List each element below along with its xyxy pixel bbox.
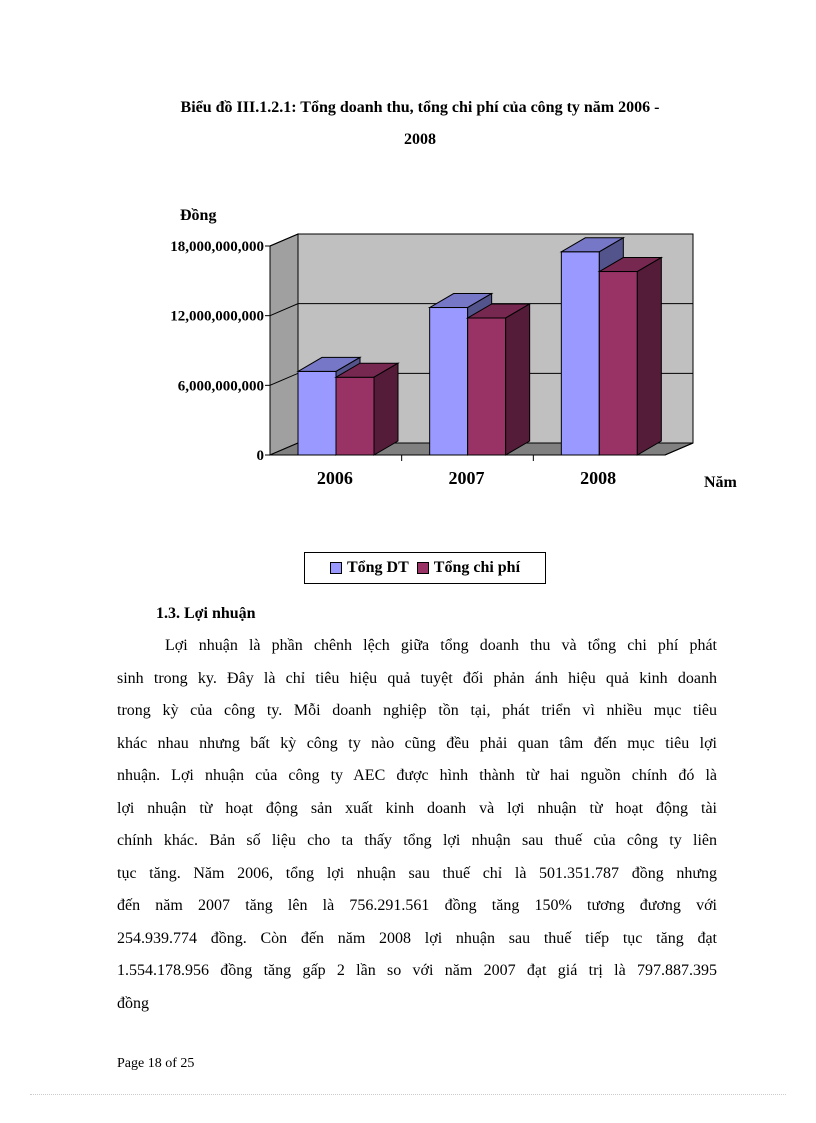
bar-side-cost-2006 bbox=[374, 363, 398, 455]
legend-label-revenue: Tổng DT bbox=[346, 559, 409, 576]
paragraph-line: nhuận. Lợi nhuận của công ty AEC được hình thành từ hai nguồn chính đó là bbox=[117, 767, 717, 784]
legend-item-revenue bbox=[330, 559, 409, 577]
paragraph-line: trong kỳ của công ty. Mỗi doanh nghiệp tồn tại, phát triển vì nhiều mục tiêu bbox=[117, 702, 717, 719]
bar-cost-2007 bbox=[468, 318, 506, 455]
paragraph-line: sinh trong ky. Đây là chỉ tiêu hiệu quả tuyệt đối phản ánh hiệu quả kinh doanh bbox=[117, 669, 717, 687]
legend-swatch-revenue bbox=[330, 562, 342, 574]
chart-caption-line-2: 2008 bbox=[404, 131, 436, 148]
bar-revenue-2007 bbox=[430, 308, 468, 455]
bar-revenue-2006 bbox=[298, 371, 336, 455]
y-tick-label: 6,000,000,000 bbox=[177, 378, 264, 395]
x-tick-label: 2007 bbox=[448, 468, 485, 488]
x-tick-label: 2006 bbox=[316, 468, 353, 488]
y-tick-label: 12,000,000,000 bbox=[170, 308, 264, 325]
chart-legend bbox=[304, 552, 546, 584]
paragraph-line: lợi nhuận từ hoạt động sản xuất kinh doanh và lợi nhuận từ hoạt động tài bbox=[117, 799, 717, 817]
x-axis-title: Năm bbox=[704, 474, 737, 491]
footer-divider bbox=[30, 1094, 786, 1095]
chart-side-wall bbox=[270, 234, 298, 455]
paragraph-line: tục tăng. Năm 2006, tổng lợi nhuận sau thuế chỉ là 501.351.787 đồng nhưng bbox=[117, 864, 717, 882]
bar-side-cost-2008 bbox=[637, 258, 661, 455]
paragraph-line: Lợi nhuận là phần chênh lệch giữa tổng doanh thu và tổng chi phí phát bbox=[165, 637, 717, 654]
legend-label-cost: Tổng chi phí bbox=[433, 559, 521, 576]
section-heading: 1.3. Lợi nhuận bbox=[156, 605, 256, 622]
paragraph-line: đến năm 2007 tăng lên là 756.291.561 đồng tăng 150% tương đương với bbox=[117, 897, 717, 914]
paragraph-line: 254.939.774 đồng. Còn đến năm 2008 lợi nhuận sau thuế tiếp tục tăng đạt bbox=[117, 929, 717, 947]
page-number: Page 18 of 25 bbox=[117, 1056, 195, 1071]
legend-swatch-cost bbox=[417, 562, 429, 574]
bar-side-cost-2007 bbox=[506, 304, 530, 455]
paragraph-line: 1.554.178.956 đồng tăng gấp 2 lần so với năm 2007 đạt giá trị là 797.887.395 bbox=[117, 962, 717, 979]
bar-chart bbox=[0, 190, 816, 510]
paragraph-line: đồng bbox=[117, 994, 149, 1012]
x-tick-label: 2008 bbox=[580, 468, 617, 488]
chart-caption-line-1: Biểu đồ III.1.2.1: Tổng doanh thu, tổng chi phí của công ty năm 2006 - bbox=[180, 99, 660, 116]
bar-revenue-2008 bbox=[561, 252, 599, 455]
legend-item-cost bbox=[417, 559, 520, 577]
bar-cost-2008 bbox=[599, 272, 637, 455]
bar-cost-2006 bbox=[336, 377, 374, 455]
y-tick-label: 0 bbox=[256, 448, 264, 464]
body-paragraph bbox=[117, 630, 717, 1020]
paragraph-line: chính khác. Bản số liệu cho ta thấy tổng lợi nhuận sau thuế của công ty liên bbox=[117, 832, 717, 849]
y-tick-label: 18,000,000,000 bbox=[170, 239, 264, 255]
y-axis-title: Đồng bbox=[180, 207, 217, 224]
paragraph-line: khác nhau nhưng bất kỳ công ty nào cũng đều phải quan tâm đến mục tiêu lợi bbox=[117, 734, 717, 752]
